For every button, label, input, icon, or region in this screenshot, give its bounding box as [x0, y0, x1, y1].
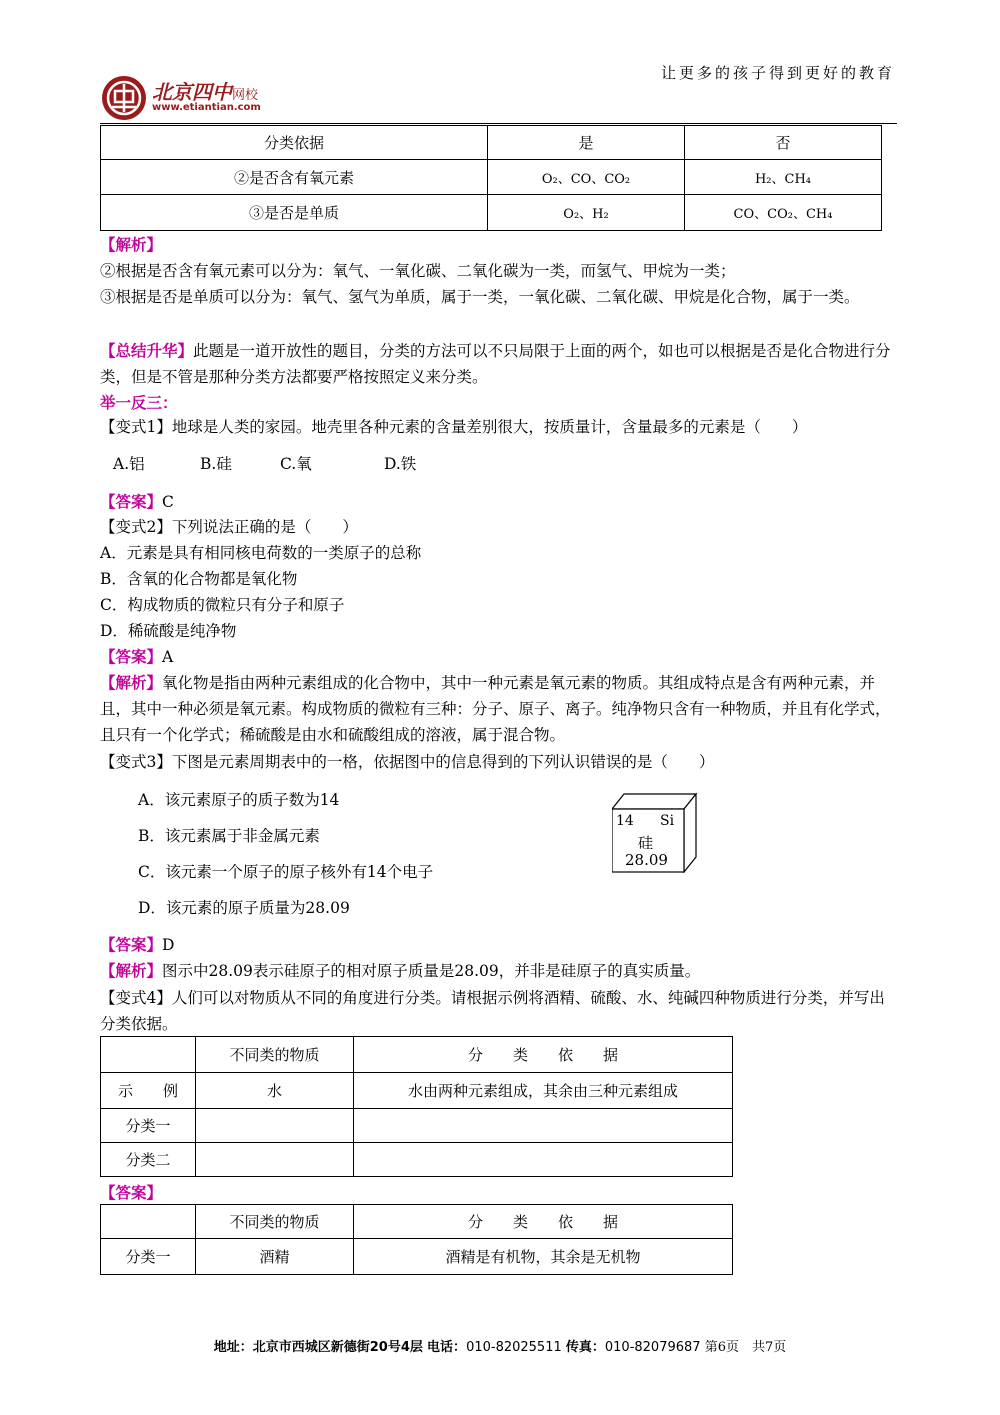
table-cell: O₂、CO、CO₂	[488, 160, 685, 195]
table-row	[101, 1143, 733, 1177]
table-cell	[354, 1109, 733, 1143]
table-cell	[354, 1143, 733, 1177]
table-cell: 酒精是有机物，其余是无机物	[354, 1239, 733, 1275]
atomic-number: 14	[616, 813, 634, 829]
analysis-line: ②根据是否含有氧元素可以分为：氧气、一氧化碳、二氧化碳为一类，而氢气、甲烷为一类；	[100, 262, 736, 280]
page-footer	[0, 1336, 1000, 1355]
answer-tag: 【答案】	[100, 648, 163, 666]
variant4-answer-table	[100, 1204, 733, 1275]
variant2-answer	[100, 644, 900, 670]
table-cell	[196, 1109, 354, 1143]
analysis-tag: 【解析】	[100, 674, 163, 692]
juyifansan-heading: 举一反三：	[100, 394, 178, 412]
periodic-table-cell	[612, 793, 697, 873]
table-header-cell: 否	[685, 126, 882, 160]
answer-tag: 【答案】	[100, 936, 163, 954]
footer-fax-label: 传真：	[565, 1340, 605, 1355]
table-header-cell: 不同类的物质	[196, 1205, 354, 1239]
variant2-block	[100, 514, 900, 748]
table-row	[101, 1239, 733, 1275]
table-row	[101, 160, 882, 195]
table-header-cell	[101, 1037, 196, 1073]
variant1-answer	[100, 489, 900, 515]
atomic-mass: 28.09	[625, 851, 668, 869]
header-slogan: 让更多的孩子得到更好的教育	[660, 64, 895, 82]
table-cell: O₂、H₂	[488, 195, 685, 231]
variant4-question: 【变式4】人们可以对物质从不同的角度进行分类。请根据示例将酒精、硫酸、水、纯碱四种物质进行分类，并写出分类依据。	[100, 989, 885, 1033]
table-cell: 分类二	[101, 1143, 196, 1177]
variant1-question: 【变式1】地球是人类的家园。地壳里各种元素的含量差别很大，按质量计，含量最多的元素是（ ）	[100, 418, 808, 436]
table-cell: CO、CO₂、CH₄	[685, 195, 882, 231]
table-header-cell: 分 类 依 据	[354, 1205, 733, 1239]
summary-tag: 【总结升华】	[100, 342, 194, 360]
school-logo	[100, 74, 280, 122]
variant2-question: 【变式2】下列说法正确的是（ ）	[100, 518, 358, 536]
table-header-row	[101, 1205, 733, 1239]
classification-table	[100, 125, 882, 231]
table-header-cell: 分类依据	[101, 126, 488, 160]
variant2-option: C．构成物质的微粒只有分子和原子	[100, 596, 345, 614]
footer-phone: 010-82025511	[466, 1340, 562, 1355]
logo-subtitle: 网校	[232, 88, 259, 103]
footer-phone-label: 电话：	[427, 1340, 467, 1355]
logo-emblem-icon	[100, 74, 148, 122]
footer-fax: 010-82079687	[604, 1340, 701, 1355]
element-name: 硅	[638, 834, 654, 852]
variant1-option: D.铁	[384, 455, 417, 473]
summary-block	[100, 338, 900, 390]
table-row	[101, 1073, 733, 1109]
element-symbol: Si	[660, 813, 675, 829]
analysis-tag: 【解析】	[100, 236, 163, 254]
analysis-tag: 【解析】	[100, 962, 163, 980]
variant3-answer	[100, 932, 900, 958]
summary-text: 此题是一道开放性的题目，分类的方法可以不只局限于上面的两个，如也可以根据是否是化合物进行分类，但是不管是那种分类方法都要严格按照定义来分类。	[100, 342, 891, 386]
table-header-row	[101, 1037, 733, 1073]
analysis-line: ③根据是否是单质可以分为：氧气、氢气为单质，属于一类，一氧化碳、二氧化碳、甲烷是化合物，属于一类。	[100, 288, 860, 306]
variant4-answer-tag: 【答案】	[100, 1184, 163, 1202]
variant2-option: B．含氧的化合物都是氧化物	[100, 570, 298, 588]
footer-address-label: 地址：	[213, 1340, 253, 1355]
table-header-cell	[101, 1205, 196, 1239]
footer-address: 北京市西城区新德街20号4层	[252, 1340, 423, 1355]
table-header-cell: 分 类 依 据	[354, 1037, 733, 1073]
table-cell: H₂、CH₄	[685, 160, 882, 195]
table-cell	[196, 1143, 354, 1177]
header-rule	[100, 123, 897, 124]
table-cell: 酒精	[196, 1239, 354, 1275]
variant3-analysis	[100, 958, 900, 984]
table-row	[101, 1109, 733, 1143]
variant3-option: A．该元素原子的质子数为14	[138, 791, 340, 809]
table-header-row	[101, 126, 882, 160]
variant3-option: D．该元素的原子质量为28.09	[138, 899, 350, 917]
variant1-option: A.铝	[113, 455, 145, 473]
answer-value: C	[162, 493, 174, 511]
footer-page-number: 第6页 共7页	[704, 1340, 787, 1355]
table-header-cell: 不同类的物质	[196, 1037, 354, 1073]
variant2-option: A．元素是具有相同核电荷数的一类原子的总称	[100, 544, 422, 562]
variant3-answer-block	[100, 932, 900, 984]
answer-value: A	[162, 648, 174, 666]
logo-title	[152, 76, 258, 105]
analysis-block-1	[100, 232, 900, 310]
logo-name: 北京四中	[152, 80, 232, 104]
variant3-question: 【变式3】下图是元素周期表中的一格，依据图中的信息得到的下列认识错误的是（ ）	[100, 753, 715, 771]
table-cell: ③是否是单质	[101, 195, 488, 231]
variant3-option: C．该元素一个原子的原子核外有14个电子	[138, 863, 434, 881]
table-cell: 水由两种元素组成，其余由三种元素组成	[354, 1073, 733, 1109]
table-cell: 分类一	[101, 1239, 196, 1275]
variant1-option: C.氧	[280, 455, 312, 473]
variant4-table	[100, 1036, 733, 1177]
answer-tag: 【答案】	[100, 493, 163, 511]
table-cell: 水	[196, 1073, 354, 1109]
table-header-cell: 是	[488, 126, 685, 160]
logo-url: www.etiantian.com	[152, 102, 261, 113]
table-cell: 分类一	[101, 1109, 196, 1143]
analysis-text: 图示中28.09表示硅原子的相对原子质量是28.09，并非是硅原子的真实质量。	[162, 962, 701, 980]
variant2-analysis	[100, 670, 900, 748]
analysis-text: 氧化物是指由两种元素组成的化合物中，其中一种元素是氧元素的物质。其组成特点是含有两种元素，并且，其中一种必须是氧元素。构成物质的微粒有三种：分子、原子、离子。纯净物只含有一种物质，并且有化学式，且只有一个化学式；稀硫酸是由水和硫酸组成的溶液，属于混合物。	[100, 674, 891, 744]
table-row	[101, 195, 882, 231]
variant2-option: D．稀硫酸是纯净物	[100, 622, 237, 640]
variant3-option: B．该元素属于非金属元素	[138, 827, 320, 845]
answer-value: D	[162, 936, 175, 954]
table-cell: 示 例	[101, 1073, 196, 1109]
variant1-option: B.硅	[200, 455, 232, 473]
table-cell: ②是否含有氧元素	[101, 160, 488, 195]
